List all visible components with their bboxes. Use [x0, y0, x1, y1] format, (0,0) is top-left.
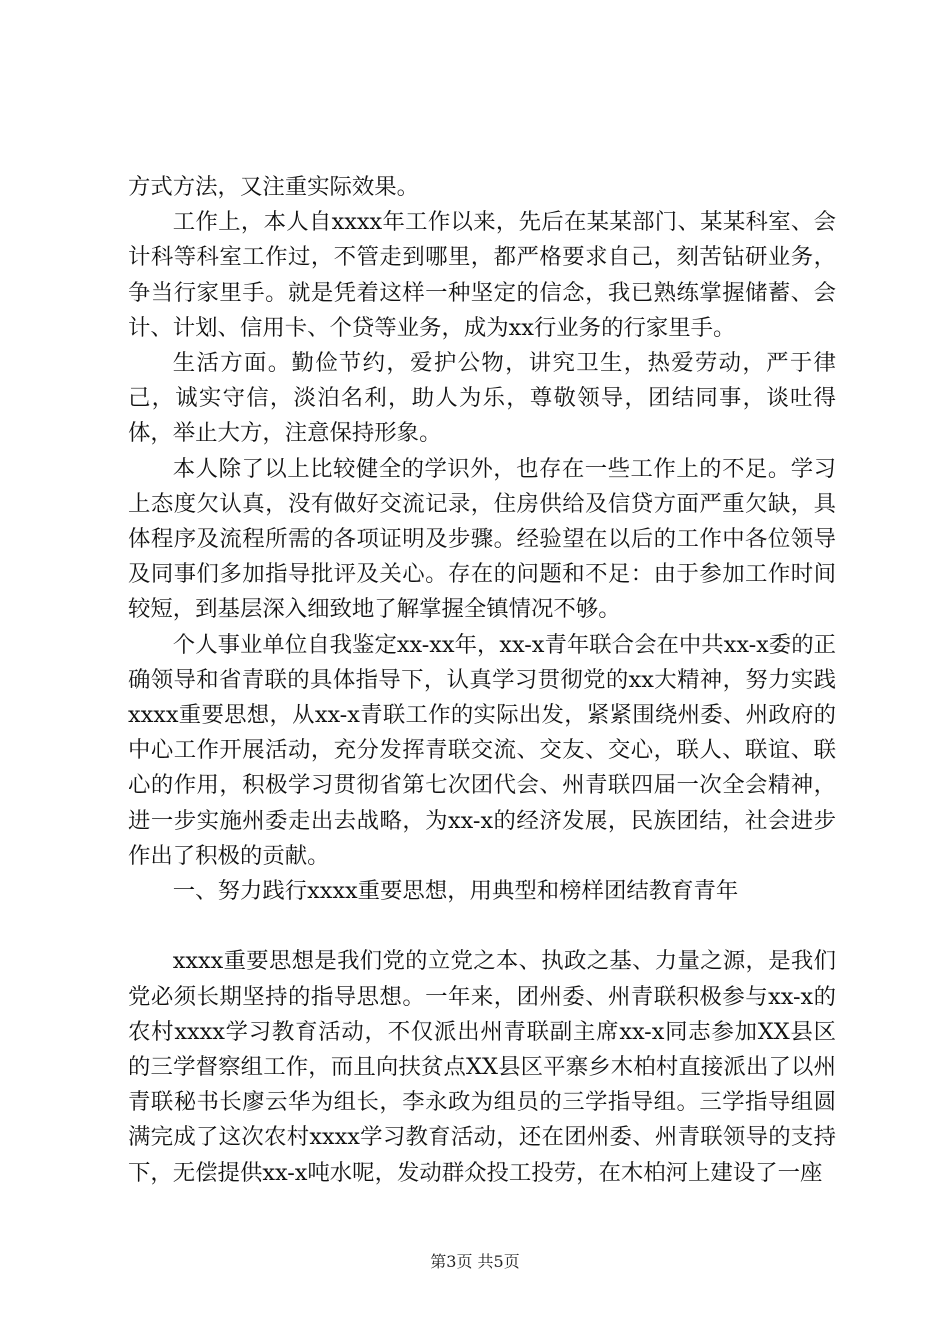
- document-body: [128, 170, 836, 1191]
- paragraph-thought: xxxx重要思想是我们党的立党之本、执政之基、力量之源，是我们党必须长期坚持的指导思想。一年来，团州委、州青联积极参与xx-x的农村xxxx学习教育活动，不仅派出州青联副主席xx-x同志参加XX县区的三学督察组工作，而且向扶贫点XX县区平寨乡木柏村直接派出了以州青联秘书长廖云华为组长，李永政为组员的三学指导组。三学指导组圆满完成了这次农村xxxx学习教育活动，还在团州委、州青联领导的支持下，无偿提供xx-x吨水呢，发动群众投工投劳，在木柏河上建设了一座: [128, 948, 836, 1186]
- paragraph-life: 生活方面。勤俭节约，爱护公物，讲究卫生，热爱劳动，严于律己，诚实守信，淡泊名利，助人为乐，尊敬领导，团结同事，谈吐得体，举止大方，注意保持形象。: [128, 350, 836, 447]
- page-number-footer: 第3页 共5页: [430, 1252, 520, 1271]
- paragraph-continuation: 方式方法，又注重实际效果。: [128, 174, 420, 200]
- section-heading: 一、努力践行xxxx重要思想，用典型和榜样团结教育青年: [172, 878, 739, 905]
- paragraph-self-assessment: 个人事业单位自我鉴定xx-xx年，xx-x青年联合会在中共xx-x委的正确领导和省青联的具体指导下，认真学习贯彻党的xx大精神，努力实践xxxx重要思想，从xx-x青联工作的实际出发，紧紧围绕州委、州政府的中心工作开展活动，充分发挥青联交流、交友、交心，联人、联谊、联心的作用，积极学习贯彻省第七次团代会、州青联四届一次全会精神，进一步实施州委走出去战略，为xx-x的经济发展，民族团结，社会进步作出了积极的贡献。: [128, 631, 836, 869]
- paragraph-work: 工作上，本人自xxxx年工作以来，先后在某某部门、某某科室、会计科等科室工作过，不管走到哪里，都严格要求自己，刻苦钻研业务，争当行家里手。就是凭着这样一种坚定的信念，我已熟练掌握储蓄、会计、计划、信用卡、个贷等业务，成为xx行业务的行家里手。: [128, 209, 836, 341]
- paragraph-shortcomings: 本人除了以上比较健全的学识外，也存在一些工作上的不足。学习上态度欠认真，没有做好交流记录，住房供给及信贷方面严重欠缺，具体程序及流程所需的各项证明及步骤。经验望在以后的工作中各位领导及同事们多加指导批评及关心。存在的问题和不足：由于参加工作时间较短，到基层深入细致地了解掌握全镇情况不够。: [128, 455, 836, 623]
